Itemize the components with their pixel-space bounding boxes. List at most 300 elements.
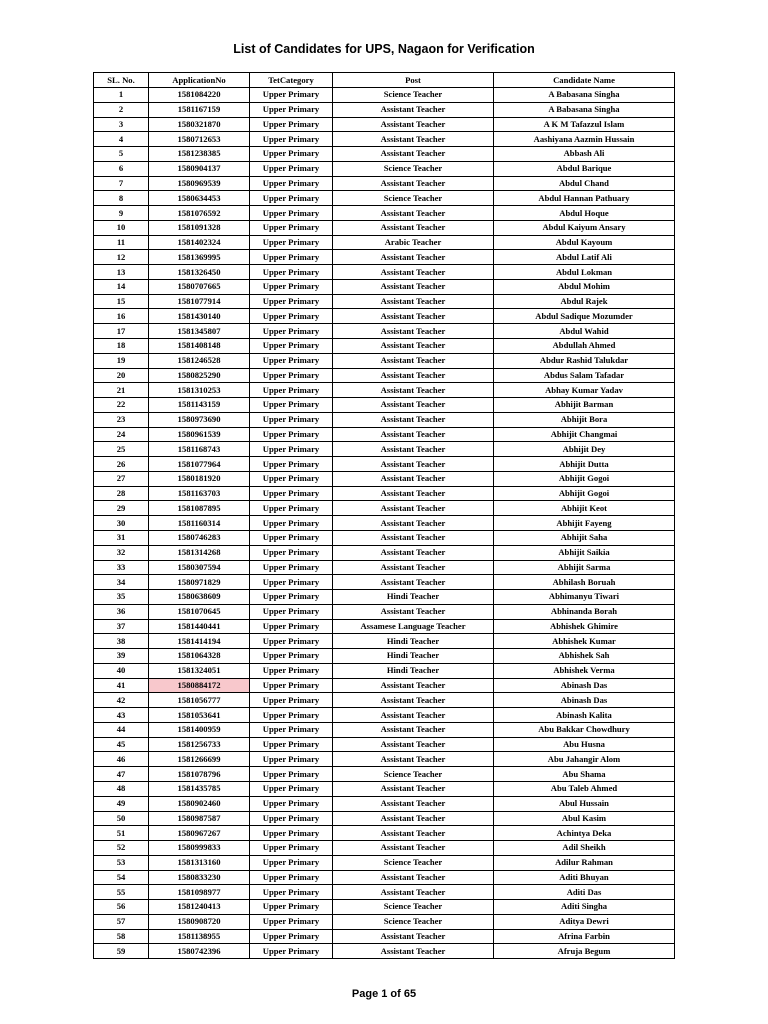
post-cell: Hindi Teacher <box>333 590 494 605</box>
candidate-name-cell: Aditya Dewri <box>494 914 675 929</box>
candidate-name-cell: Abhijit Sarma <box>494 560 675 575</box>
page-number: Page 1 of 65 <box>351 988 417 1000</box>
sl-no-cell: 54 <box>94 870 149 885</box>
application-no-cell: 1580833230 <box>149 870 250 885</box>
candidate-name-cell: Afruja Begum <box>494 944 675 959</box>
candidate-name-cell: Abhinanda Borah <box>494 604 675 619</box>
sl-no-cell: 19 <box>94 353 149 368</box>
sl-no-cell: 55 <box>94 885 149 900</box>
post-cell: Assistant Teacher <box>333 826 494 841</box>
application-no-cell: 1581077964 <box>149 457 250 472</box>
tet-category-cell: Upper Primary <box>250 516 333 531</box>
candidate-name-cell: Abdul Sadique Mozumder <box>494 309 675 324</box>
sl-no-cell: 52 <box>94 841 149 856</box>
sl-no-cell: 41 <box>94 678 149 693</box>
candidate-name-cell: Abhijit Barman <box>494 398 675 413</box>
table-row <box>94 383 675 398</box>
table-row <box>94 693 675 708</box>
application-no-cell: 1580181920 <box>149 471 250 486</box>
tet-category-cell: Upper Primary <box>250 161 333 176</box>
sl-no-cell: 6 <box>94 161 149 176</box>
application-no-cell: 1580973690 <box>149 412 250 427</box>
post-cell: Assistant Teacher <box>333 944 494 959</box>
post-cell: Assistant Teacher <box>333 471 494 486</box>
candidate-name-cell: Abhishek Verma <box>494 663 675 678</box>
candidate-name-cell: Abinash Das <box>494 678 675 693</box>
sl-no-cell: 57 <box>94 914 149 929</box>
tet-category-cell: Upper Primary <box>250 693 333 708</box>
candidate-name-cell: Abdul Hoque <box>494 206 675 221</box>
sl-no-cell: 53 <box>94 855 149 870</box>
table-row <box>94 88 675 103</box>
post-cell: Science Teacher <box>333 914 494 929</box>
post-cell: Assistant Teacher <box>333 516 494 531</box>
post-cell: Assistant Teacher <box>333 147 494 162</box>
tet-category-cell: Upper Primary <box>250 294 333 309</box>
application-no-cell: 1581064328 <box>149 649 250 664</box>
application-no-cell: 1581091328 <box>149 220 250 235</box>
table-row <box>94 781 675 796</box>
candidate-name-cell: Aditi Das <box>494 885 675 900</box>
sl-no-cell: 4 <box>94 132 149 147</box>
candidate-name-cell: Abdur Rashid Talukdar <box>494 353 675 368</box>
post-cell: Assistant Teacher <box>333 796 494 811</box>
post-cell: Assistant Teacher <box>333 368 494 383</box>
application-no-cell: 1580307594 <box>149 560 250 575</box>
post-cell: Assistant Teacher <box>333 383 494 398</box>
tet-category-cell: Upper Primary <box>250 132 333 147</box>
tet-category-cell: Upper Primary <box>250 427 333 442</box>
application-no-cell: 1580961539 <box>149 427 250 442</box>
candidate-name-cell: Aditi Bhuyan <box>494 870 675 885</box>
application-no-cell: 1581266699 <box>149 752 250 767</box>
table-row <box>94 457 675 472</box>
application-no-cell: 1581167159 <box>149 102 250 117</box>
sl-no-cell: 45 <box>94 737 149 752</box>
tet-category-cell: Upper Primary <box>250 471 333 486</box>
application-no-cell: 1581400959 <box>149 722 250 737</box>
post-cell: Assistant Teacher <box>333 870 494 885</box>
post-cell: Science Teacher <box>333 767 494 782</box>
table-row <box>94 811 675 826</box>
post-cell: Assistant Teacher <box>333 486 494 501</box>
candidate-name-cell: Abdul Kaiyum Ansary <box>494 220 675 235</box>
sl-no-cell: 37 <box>94 619 149 634</box>
post-cell: Assistant Teacher <box>333 545 494 560</box>
candidate-name-cell: Abhishek Ghimire <box>494 619 675 634</box>
table-row <box>94 619 675 634</box>
application-no-cell: 1581078796 <box>149 767 250 782</box>
post-cell: Science Teacher <box>333 900 494 915</box>
post-cell: Assistant Teacher <box>333 811 494 826</box>
candidate-name-cell: Abul Hussain <box>494 796 675 811</box>
candidate-name-cell: Abu Bakkar Chowdhury <box>494 722 675 737</box>
application-no-cell: 1581240413 <box>149 900 250 915</box>
table-row <box>94 412 675 427</box>
application-no-cell: 1581313160 <box>149 855 250 870</box>
post-cell: Assistant Teacher <box>333 132 494 147</box>
table-row <box>94 885 675 900</box>
table-row <box>94 147 675 162</box>
application-no-cell: 1580634453 <box>149 191 250 206</box>
tet-category-cell: Upper Primary <box>250 870 333 885</box>
tet-category-cell: Upper Primary <box>250 147 333 162</box>
sl-no-cell: 39 <box>94 649 149 664</box>
table-row <box>94 914 675 929</box>
candidate-name-cell: Aashiyana Aazmin Hussain <box>494 132 675 147</box>
post-cell: Assistant Teacher <box>333 530 494 545</box>
tet-category-cell: Upper Primary <box>250 826 333 841</box>
candidate-name-cell: Abdul Chand <box>494 176 675 191</box>
sl-no-cell: 17 <box>94 324 149 339</box>
sl-no-cell: 59 <box>94 944 149 959</box>
post-cell: Assistant Teacher <box>333 250 494 265</box>
application-no-cell: 1581326450 <box>149 265 250 280</box>
table-row <box>94 427 675 442</box>
table-row <box>94 471 675 486</box>
application-no-cell: 1581414194 <box>149 634 250 649</box>
post-cell: Assistant Teacher <box>333 324 494 339</box>
tet-category-cell: Upper Primary <box>250 752 333 767</box>
table-row <box>94 826 675 841</box>
tet-category-cell: Upper Primary <box>250 486 333 501</box>
table-row <box>94 102 675 117</box>
table-row <box>94 678 675 693</box>
tet-category-cell: Upper Primary <box>250 663 333 678</box>
post-cell: Assistant Teacher <box>333 693 494 708</box>
tet-category-cell: Upper Primary <box>250 383 333 398</box>
application-no-cell: 1581053641 <box>149 708 250 723</box>
post-cell: Assistant Teacher <box>333 339 494 354</box>
tet-category-cell: Upper Primary <box>250 634 333 649</box>
application-no-cell: 1580638609 <box>149 590 250 605</box>
table-row <box>94 855 675 870</box>
post-cell: Assistant Teacher <box>333 412 494 427</box>
tet-category-cell: Upper Primary <box>250 841 333 856</box>
table-row <box>94 265 675 280</box>
candidate-name-cell: Abdul Latif Ali <box>494 250 675 265</box>
candidate-name-cell: Abhijit Gogoi <box>494 471 675 486</box>
candidate-name-cell: Abhijit Fayeng <box>494 516 675 531</box>
table-row <box>94 590 675 605</box>
application-no-cell: 1581077914 <box>149 294 250 309</box>
table-row <box>94 132 675 147</box>
tet-category-cell: Upper Primary <box>250 442 333 457</box>
application-no-cell: 1581345807 <box>149 324 250 339</box>
table-row <box>94 663 675 678</box>
candidate-name-cell: Abul Kasim <box>494 811 675 826</box>
tet-category-cell: Upper Primary <box>250 176 333 191</box>
table-row <box>94 398 675 413</box>
application-no-cell: 1580825290 <box>149 368 250 383</box>
column-header-candidate-name: Candidate Name <box>494 73 675 88</box>
tet-category-cell: Upper Primary <box>250 501 333 516</box>
tet-category-cell: Upper Primary <box>250 398 333 413</box>
table-row <box>94 324 675 339</box>
tet-category-cell: Upper Primary <box>250 265 333 280</box>
candidate-name-cell: A Babasana Singha <box>494 102 675 117</box>
application-no-cell: 1581070645 <box>149 604 250 619</box>
application-no-cell: 1581168743 <box>149 442 250 457</box>
table-row <box>94 250 675 265</box>
tet-category-cell: Upper Primary <box>250 722 333 737</box>
candidate-name-cell: Afrina Farbin <box>494 929 675 944</box>
candidate-name-cell: Adilur Rahman <box>494 855 675 870</box>
table-row <box>94 191 675 206</box>
tet-category-cell: Upper Primary <box>250 914 333 929</box>
tet-category-cell: Upper Primary <box>250 781 333 796</box>
post-cell: Assistant Teacher <box>333 117 494 132</box>
sl-no-cell: 24 <box>94 427 149 442</box>
tet-category-cell: Upper Primary <box>250 102 333 117</box>
table-row <box>94 220 675 235</box>
tet-category-cell: Upper Primary <box>250 117 333 132</box>
application-no-cell: 1580712653 <box>149 132 250 147</box>
candidate-name-cell: Abhijit Gogoi <box>494 486 675 501</box>
sl-no-cell: 27 <box>94 471 149 486</box>
post-cell: Assistant Teacher <box>333 353 494 368</box>
table-row <box>94 516 675 531</box>
sl-no-cell: 35 <box>94 590 149 605</box>
candidate-name-cell: Abhijit Dutta <box>494 457 675 472</box>
candidate-name-cell: Abdul Hannan Pathuary <box>494 191 675 206</box>
post-cell: Arabic Teacher <box>333 235 494 250</box>
post-cell: Assistant Teacher <box>333 309 494 324</box>
application-no-cell: 1581087895 <box>149 501 250 516</box>
tet-category-cell: Upper Primary <box>250 900 333 915</box>
sl-no-cell: 16 <box>94 309 149 324</box>
candidate-name-cell: Abu Taleb Ahmed <box>494 781 675 796</box>
candidate-name-cell: Abinash Das <box>494 693 675 708</box>
sl-no-cell: 46 <box>94 752 149 767</box>
candidate-name-cell: Abhijit Changmai <box>494 427 675 442</box>
tet-category-cell: Upper Primary <box>250 767 333 782</box>
tet-category-cell: Upper Primary <box>250 929 333 944</box>
tet-category-cell: Upper Primary <box>250 560 333 575</box>
tet-category-cell: Upper Primary <box>250 339 333 354</box>
post-cell: Assistant Teacher <box>333 102 494 117</box>
post-cell: Science Teacher <box>333 191 494 206</box>
application-no-cell: 1581076592 <box>149 206 250 221</box>
table-row <box>94 206 675 221</box>
application-no-cell: 1581163703 <box>149 486 250 501</box>
tet-category-cell: Upper Primary <box>250 353 333 368</box>
candidate-name-cell: Achintya Deka <box>494 826 675 841</box>
table-row <box>94 368 675 383</box>
candidate-name-cell: Abhijit Saikia <box>494 545 675 560</box>
post-cell: Assistant Teacher <box>333 604 494 619</box>
table-row <box>94 530 675 545</box>
sl-no-cell: 32 <box>94 545 149 560</box>
candidate-name-cell: Abdullah Ahmed <box>494 339 675 354</box>
tet-category-cell: Upper Primary <box>250 457 333 472</box>
application-no-cell: 1581369995 <box>149 250 250 265</box>
sl-no-cell: 11 <box>94 235 149 250</box>
table-row <box>94 634 675 649</box>
candidate-name-cell: Abhilash Boruah <box>494 575 675 590</box>
tet-category-cell: Upper Primary <box>250 944 333 959</box>
post-cell: Hindi Teacher <box>333 634 494 649</box>
table-row <box>94 944 675 959</box>
post-cell: Science Teacher <box>333 88 494 103</box>
tet-category-cell: Upper Primary <box>250 590 333 605</box>
sl-no-cell: 51 <box>94 826 149 841</box>
application-no-cell: 1580902460 <box>149 796 250 811</box>
sl-no-cell: 58 <box>94 929 149 944</box>
tet-category-cell: Upper Primary <box>250 619 333 634</box>
application-no-cell: 1580746283 <box>149 530 250 545</box>
sl-no-cell: 1 <box>94 88 149 103</box>
sl-no-cell: 40 <box>94 663 149 678</box>
candidate-name-cell: A K M Tafazzul Islam <box>494 117 675 132</box>
application-no-cell: 1581143159 <box>149 398 250 413</box>
application-no-cell: 1580904137 <box>149 161 250 176</box>
tet-category-cell: Upper Primary <box>250 279 333 294</box>
sl-no-cell: 3 <box>94 117 149 132</box>
tet-category-cell: Upper Primary <box>250 235 333 250</box>
sl-no-cell: 23 <box>94 412 149 427</box>
application-no-cell: 1581310253 <box>149 383 250 398</box>
tet-category-cell: Upper Primary <box>250 530 333 545</box>
table-row <box>94 117 675 132</box>
application-no-cell: 1581408148 <box>149 339 250 354</box>
application-no-cell: 1581056777 <box>149 693 250 708</box>
table-row <box>94 737 675 752</box>
sl-no-cell: 44 <box>94 722 149 737</box>
tet-category-cell: Upper Primary <box>250 885 333 900</box>
candidate-name-cell: Abu Jahangir Alom <box>494 752 675 767</box>
tet-category-cell: Upper Primary <box>250 649 333 664</box>
sl-no-cell: 21 <box>94 383 149 398</box>
sl-no-cell: 49 <box>94 796 149 811</box>
tet-category-cell: Upper Primary <box>250 811 333 826</box>
candidate-name-cell: Abdul Rajek <box>494 294 675 309</box>
tet-category-cell: Upper Primary <box>250 324 333 339</box>
sl-no-cell: 48 <box>94 781 149 796</box>
post-cell: Assistant Teacher <box>333 294 494 309</box>
candidate-name-cell: Aditi Singha <box>494 900 675 915</box>
post-cell: Assistant Teacher <box>333 265 494 280</box>
sl-no-cell: 2 <box>94 102 149 117</box>
post-cell: Assistant Teacher <box>333 560 494 575</box>
table-row <box>94 649 675 664</box>
sl-no-cell: 30 <box>94 516 149 531</box>
table-row <box>94 929 675 944</box>
candidate-name-cell: Abhijit Bora <box>494 412 675 427</box>
candidate-name-cell: Abdus Salam Tafadar <box>494 368 675 383</box>
sl-no-cell: 18 <box>94 339 149 354</box>
post-cell: Assistant Teacher <box>333 398 494 413</box>
tet-category-cell: Upper Primary <box>250 206 333 221</box>
page-title: List of Candidates for UPS, Nagaon for Verification <box>233 42 535 56</box>
table-row <box>94 796 675 811</box>
table-row <box>94 841 675 856</box>
table-row <box>94 767 675 782</box>
post-cell: Assistant Teacher <box>333 722 494 737</box>
table-row <box>94 235 675 250</box>
sl-no-cell: 56 <box>94 900 149 915</box>
table-row <box>94 752 675 767</box>
post-cell: Assistant Teacher <box>333 575 494 590</box>
candidate-name-cell: Abhay Kumar Yadav <box>494 383 675 398</box>
application-no-cell: 1580884172 <box>149 678 250 693</box>
candidate-name-cell: Abdul Wahid <box>494 324 675 339</box>
table-row <box>94 870 675 885</box>
application-no-cell: 1581256733 <box>149 737 250 752</box>
table-row <box>94 279 675 294</box>
table-row <box>94 339 675 354</box>
candidate-name-cell: Abdul Lokman <box>494 265 675 280</box>
application-no-cell: 1581314268 <box>149 545 250 560</box>
table-row <box>94 722 675 737</box>
sl-no-cell: 8 <box>94 191 149 206</box>
post-cell: Assistant Teacher <box>333 279 494 294</box>
sl-no-cell: 22 <box>94 398 149 413</box>
post-cell: Assistant Teacher <box>333 929 494 944</box>
tet-category-cell: Upper Primary <box>250 250 333 265</box>
table-row <box>94 900 675 915</box>
post-cell: Assistant Teacher <box>333 501 494 516</box>
post-cell: Assistant Teacher <box>333 457 494 472</box>
table-row <box>94 353 675 368</box>
application-no-cell: 1580987587 <box>149 811 250 826</box>
post-cell: Assistant Teacher <box>333 737 494 752</box>
application-no-cell: 1580707665 <box>149 279 250 294</box>
candidate-name-cell: Abhimanyu Tiwari <box>494 590 675 605</box>
candidates-table <box>93 72 675 959</box>
post-cell: Assistant Teacher <box>333 206 494 221</box>
table-row <box>94 501 675 516</box>
sl-no-cell: 10 <box>94 220 149 235</box>
table-header-row <box>94 73 675 88</box>
application-no-cell: 1581402324 <box>149 235 250 250</box>
application-no-cell: 1581430140 <box>149 309 250 324</box>
candidate-name-cell: Abhijit Keot <box>494 501 675 516</box>
tet-category-cell: Upper Primary <box>250 708 333 723</box>
sl-no-cell: 31 <box>94 530 149 545</box>
post-cell: Assistant Teacher <box>333 781 494 796</box>
column-header-application-no: ApplicationNo <box>149 73 250 88</box>
table-row <box>94 176 675 191</box>
table-row <box>94 560 675 575</box>
candidate-name-cell: Abhijit Dey <box>494 442 675 457</box>
application-no-cell: 1581138955 <box>149 929 250 944</box>
post-cell: Science Teacher <box>333 855 494 870</box>
post-cell: Assistant Teacher <box>333 841 494 856</box>
tet-category-cell: Upper Primary <box>250 737 333 752</box>
table-row <box>94 575 675 590</box>
candidate-name-cell: Abinash Kalita <box>494 708 675 723</box>
application-no-cell: 1581084220 <box>149 88 250 103</box>
post-cell: Hindi Teacher <box>333 649 494 664</box>
application-no-cell: 1581324051 <box>149 663 250 678</box>
application-no-cell: 1580969539 <box>149 176 250 191</box>
post-cell: Hindi Teacher <box>333 663 494 678</box>
sl-no-cell: 12 <box>94 250 149 265</box>
post-cell: Assistant Teacher <box>333 427 494 442</box>
post-cell: Assistant Teacher <box>333 752 494 767</box>
sl-no-cell: 28 <box>94 486 149 501</box>
application-no-cell: 1580908720 <box>149 914 250 929</box>
sl-no-cell: 5 <box>94 147 149 162</box>
tet-category-cell: Upper Primary <box>250 796 333 811</box>
tet-category-cell: Upper Primary <box>250 855 333 870</box>
tet-category-cell: Upper Primary <box>250 309 333 324</box>
sl-no-cell: 47 <box>94 767 149 782</box>
table-row <box>94 545 675 560</box>
application-no-cell: 1581238385 <box>149 147 250 162</box>
candidate-name-cell: Abhishek Kumar <box>494 634 675 649</box>
